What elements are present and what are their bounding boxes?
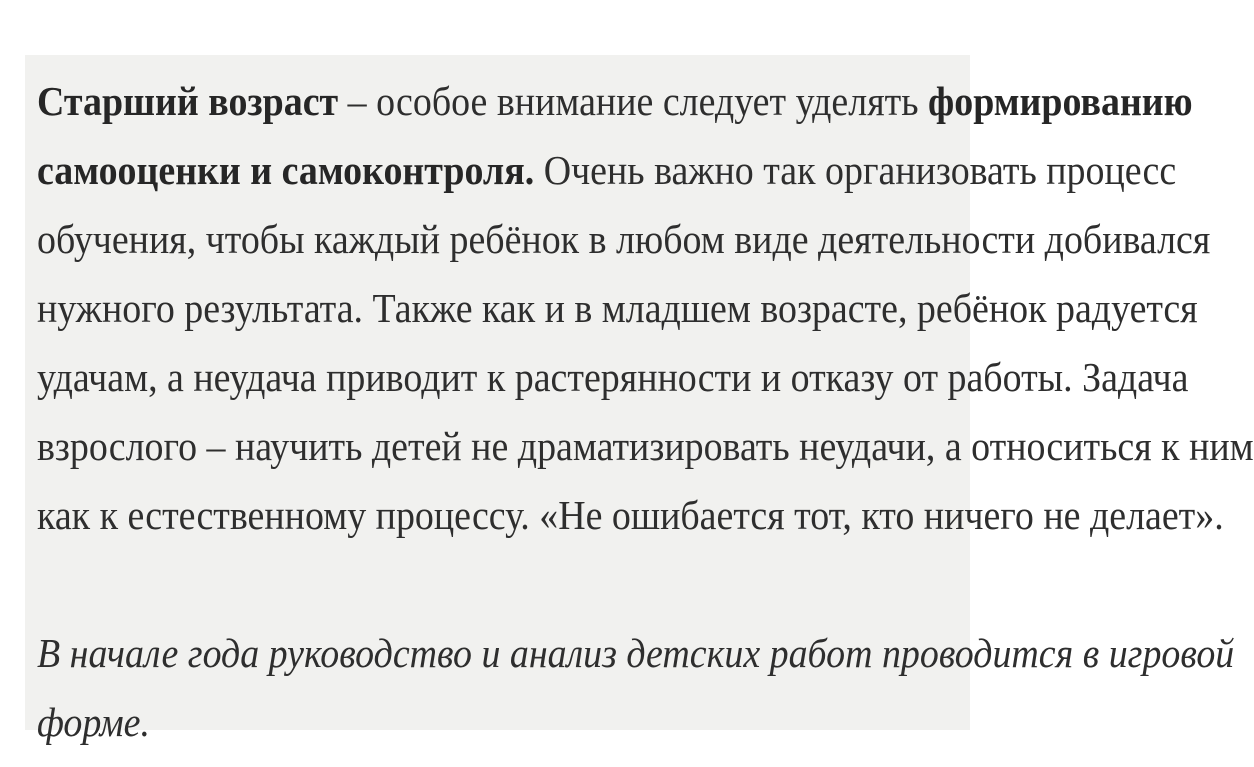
italic-paragraph <box>37 619 1235 757</box>
italic-line: форме. <box>37 699 150 745</box>
paragraph-line: нужного результата. Также как и в младшем возрасте, ребёнок радуется <box>37 285 1198 331</box>
bold-phrase-older-age: Старший возраст <box>37 78 339 124</box>
paragraph-line: обучения, чтобы каждый ребёнок в любом виде деятельности добивался <box>37 216 1211 262</box>
paragraph-line: Старший возраст – особое внимание следует уделять формированию <box>37 78 1193 124</box>
paragraph-line: удачам, а неудача приводит к растерянности и отказу от работы. Задача <box>37 354 1189 400</box>
paragraph-line: самооценки и самоконтроля. Очень важно так организовать процесс <box>37 147 1177 193</box>
paragraph-line: взрослого – научить детей не драматизировать неудачи, а относиться к ним <box>37 423 1254 469</box>
bold-phrase-forming: формированию <box>927 78 1193 124</box>
text-image <box>25 55 1254 745</box>
main-paragraph <box>37 67 1254 550</box>
italic-line: В начале года руководство и анализ детских работ проводится в игровой <box>37 630 1235 676</box>
bold-phrase-self-assessment: самооценки и самоконтроля. <box>37 147 535 193</box>
paragraph-line: как к естественному процессу. «Не ошибается тот, кто ничего не делает». <box>37 492 1224 538</box>
